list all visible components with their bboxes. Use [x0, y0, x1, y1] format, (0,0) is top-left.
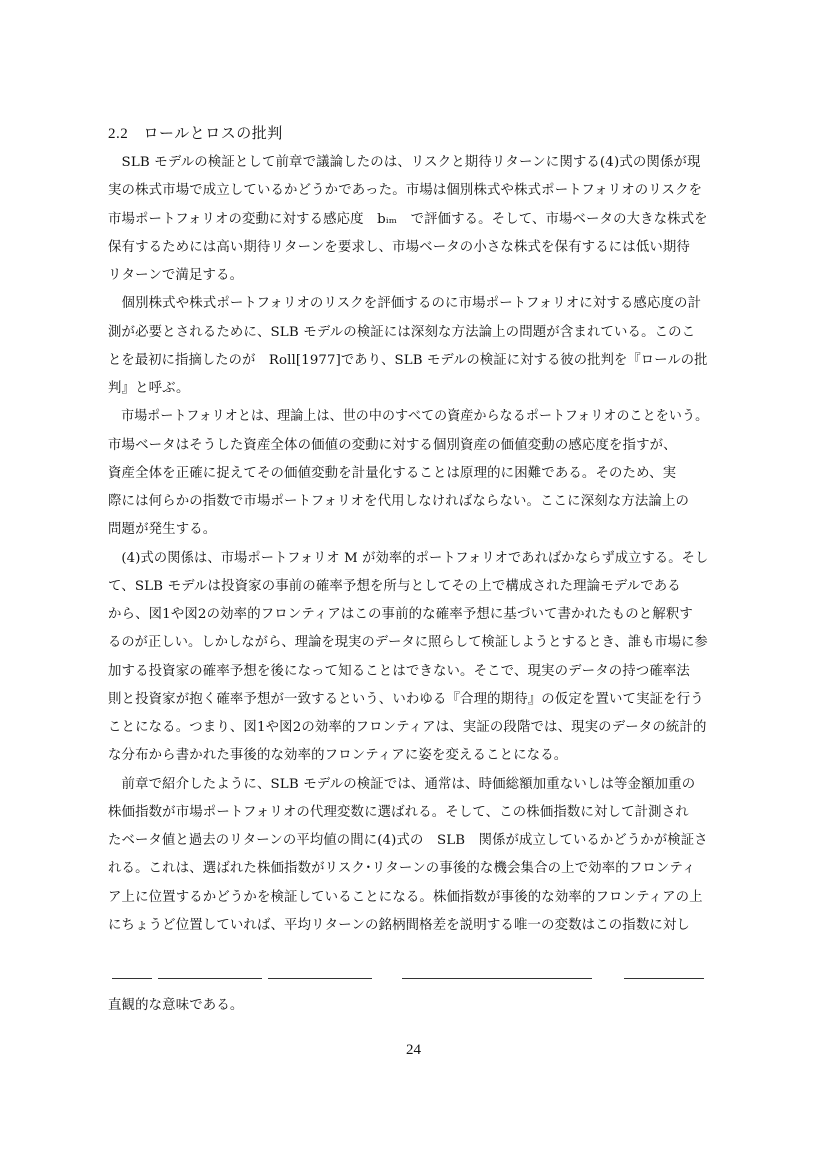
body-line: ア上に位置するかどうかを検証していることになる。株価指数が事後的な効率的フロンティアの上 [108, 889, 703, 905]
body-line: 市場ポートフォリオとは、理論上は、世の中のすべての資産からなるポートフォリオのことをいう。 [108, 409, 709, 425]
body-line: な分布から書かれた事後的な効率的フロンティアに姿を変えることになる。 [108, 748, 568, 764]
body-line: 株価指数が市場ポートフォリオの代理変数に選ばれる。そして、この株価指数に対して計測され [108, 804, 689, 820]
body-line: にちょうど位置していれば、平均リターンの銘柄間格差を説明する唯一の変数はこの指数に対し [108, 917, 690, 933]
body-line: 個別株式や株式ポートフォリオのリスクを評価するのに市場ポートフォリオに対する感応度の計 [108, 296, 702, 312]
body-line: 問題が発生する。 [108, 522, 217, 538]
page-number: 24 [406, 1042, 421, 1058]
body-line: 市場ベータはそうした資産全体の価値の変動に対する個別資産の価値変動の感応度を指すが、 [108, 437, 677, 453]
body-line: 市場ポートフォリオの変動に対する感応度 bᵢₘ で評価する。そして、市場ベータの大きな株式を [108, 211, 708, 227]
section-title: ロールとロスの批判 [143, 124, 283, 142]
body-line: 加する投資家の確率予想を後になって知ることはできない。そこで、現実のデータの持つ確率法 [108, 663, 690, 679]
body-line: (4)式の関係は、市場ポートフォリオ M が効率的ポートフォリオであればかならず成立する。そし [108, 550, 709, 566]
body-line: て、SLB モデルは投資家の事前の確率予想を所与としてその上で構成された理論モデルである [108, 578, 681, 594]
page-rule [112, 978, 704, 979]
body-line: たベータ値と過去のリターンの平均値の間に(4)式の SLB 関係が成立しているかどうかが検証さ [108, 833, 708, 848]
body-line: 則と投資家が抱く確率予想が一致するという、いわゆる『合理的期待』の仮定を置いて実証を行う [108, 691, 704, 707]
body-line: 実の株式市場で成立しているかどうかであった。市場は個別株式や株式ポートフォリオのリスクを [108, 183, 703, 199]
body-line: れる。これは、選ばれた株価指数がリスク･リターンの事後的な機会集合の上で効率的フロンティ [108, 861, 696, 877]
body-line: リターンで満足する。 [108, 268, 244, 283]
body-line: 判』と呼ぶ。 [108, 381, 190, 396]
body-line: るのが正しい。しかしながら、理論を現実のデータに照らして検証しようとするとき、誰も市場に参 [108, 635, 708, 651]
section-number: 2.2 [108, 126, 129, 142]
body-line: SLB モデルの検証として前章で議論したのは、リスクと期待リターンに関する(4)式の関係が現 [108, 155, 701, 170]
body-line: ことになる。つまり、図1や図2の効率的フロンティアは、実証の段階では、現実のデータの統計的 [108, 720, 707, 735]
continuation-line: 直観的な意味である。 [108, 998, 244, 1013]
body-line: 際には何らかの指数で市場ポートフォリオを代用しなければならない。ここに深刻な方法論上の [108, 494, 690, 509]
body-line: とを最初に指摘したのが Roll[1977]であり、SLB モデルの検証に対する彼の批判を『ロールの批 [108, 352, 708, 368]
body-line: から、図1や図2の効率的フロンティアはこの事前的な確率予想に基づいて書かれたものと解釈す [108, 607, 693, 622]
body-line: 保有するためには高い期待リターンを要求し、市場ベータの小さな株式を保有するには低い期待 [108, 239, 690, 255]
body-line: 前章で紹介したように、SLB モデルの検証では、通常は、時価総額加重ないしは等金額加重の [108, 776, 696, 792]
body-line: 資産全体を正確に捉えてその価値変動を計量化することは原理的に困難である。そのため、実 [108, 465, 677, 481]
body-line: 測が必要とされるために、SLB モデルの検証には深刻な方法論上の問題が含まれている。このこ [108, 324, 696, 340]
section-heading [108, 122, 283, 143]
